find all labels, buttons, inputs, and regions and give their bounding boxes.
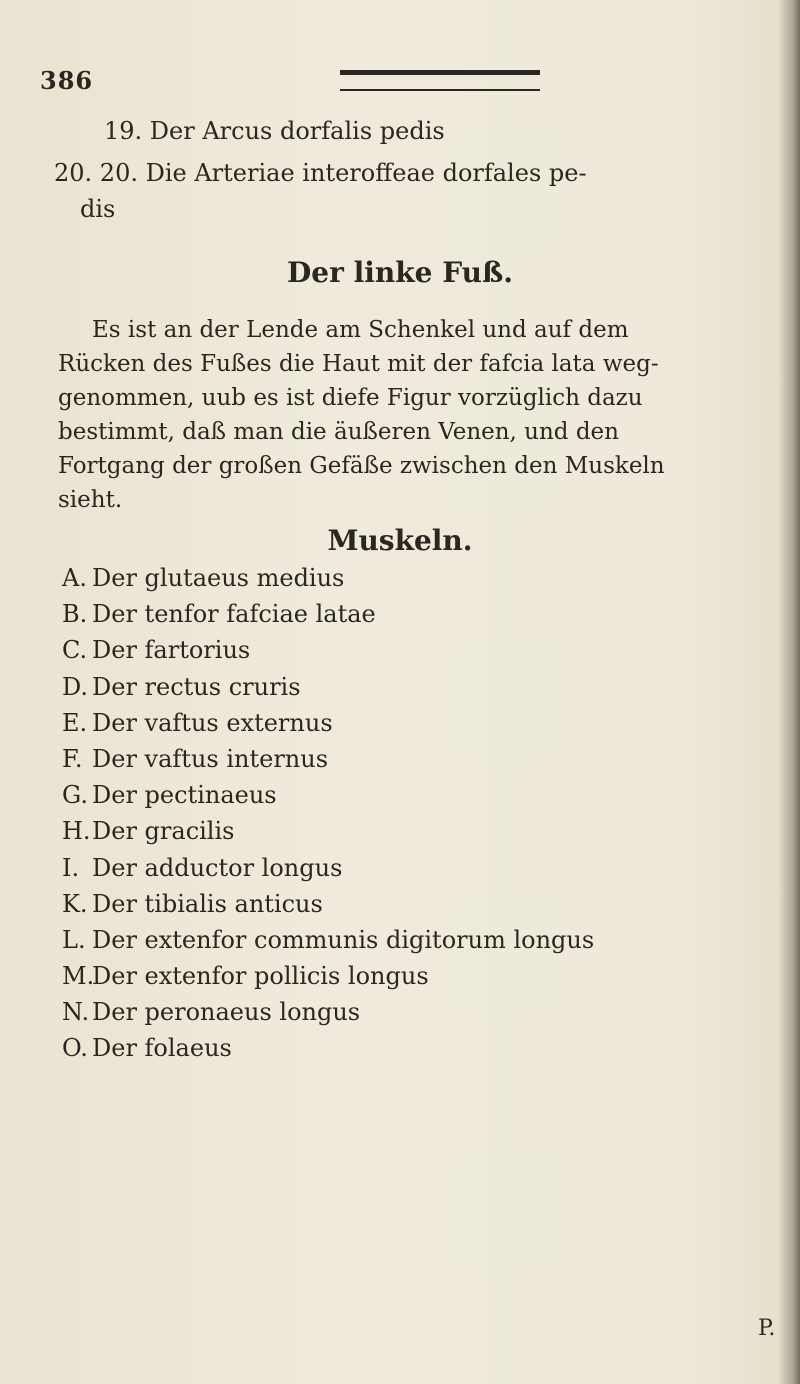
- paragraph-line-6: sieht.: [58, 487, 123, 513]
- item-19: 19. Der Arcus dorfalis pedis: [104, 117, 445, 145]
- list-letter: H.: [62, 817, 91, 846]
- list-text: Der rectus cruris: [92, 672, 301, 701]
- list-letter: C.: [62, 636, 88, 665]
- list-text: Der vaftus externus: [92, 708, 333, 737]
- list-letter: I.: [62, 853, 80, 882]
- list-text: Der tenfor fafciae latae: [92, 600, 376, 629]
- list-item: [62, 564, 594, 600]
- header-rule: [340, 70, 540, 91]
- list-item: [62, 962, 594, 998]
- list-item: [62, 926, 594, 962]
- list-item: [62, 600, 594, 636]
- list-text: Der tibialis anticus: [92, 889, 323, 918]
- page-edge-shadow: [778, 0, 800, 1384]
- list-text: Der gracilis: [92, 817, 235, 846]
- section-title: Der linke Fuß.: [287, 256, 513, 289]
- list-text: Der extenfor communis digitorum longus: [92, 925, 595, 954]
- list-text: Der folaeus: [92, 1034, 232, 1063]
- list-letter: B.: [62, 600, 88, 629]
- page-number: 386: [40, 66, 94, 95]
- list-letter: N.: [62, 998, 90, 1027]
- list-item: [62, 673, 594, 709]
- list-text: Der vaftus internus: [92, 744, 329, 773]
- list-letter: G.: [62, 781, 88, 810]
- list-item: [62, 709, 594, 745]
- catchword: P.: [758, 1316, 776, 1341]
- list-letter: D.: [62, 672, 89, 701]
- list-letter: K.: [62, 889, 88, 918]
- list-letter: M.: [62, 962, 95, 991]
- list-item: [62, 854, 594, 890]
- paragraph-line-2: Rücken des Fußes die Haut mit der fafcia lata weg-: [58, 351, 659, 377]
- list-letter: A.: [62, 564, 87, 592]
- paragraph-line-1: Es ist an der Lende am Schenkel und auf dem: [92, 317, 629, 343]
- list-text: Der pectinaeus: [92, 781, 277, 810]
- list-letter: F.: [62, 744, 83, 773]
- list-text: Der fartorius: [92, 636, 251, 665]
- muscle-list: [62, 564, 594, 1071]
- item-20-line1: 20. 20. Die Arteriae interoffeae dorfales pe-: [54, 159, 587, 187]
- list-letter: L.: [62, 925, 86, 954]
- list-item: [62, 998, 594, 1034]
- item-20-line2: dis: [80, 195, 116, 223]
- list-letter: O.: [62, 1034, 88, 1063]
- list-item: [62, 1034, 594, 1070]
- list-item: [62, 890, 594, 926]
- list-letter: E.: [62, 708, 88, 737]
- list-item: [62, 745, 594, 781]
- list-item: [62, 817, 594, 853]
- list-text: Der extenfor pollicis longus: [92, 962, 429, 991]
- list-text: Der glutaeus medius: [92, 564, 345, 592]
- paragraph-line-3: genommen, uub es ist diefe Figur vorzüglich dazu: [58, 385, 643, 411]
- muscles-heading: Muskeln.: [327, 524, 473, 557]
- paragraph-line-5: Fortgang der großen Gefäße zwischen den Muskeln: [58, 453, 665, 479]
- list-item: [62, 781, 594, 817]
- list-text: Der adductor longus: [92, 853, 343, 882]
- paragraph-line-4: bestimmt, daß man die äußeren Venen, und den: [58, 419, 619, 445]
- list-text: Der peronaeus longus: [92, 998, 361, 1027]
- list-item: [62, 636, 594, 672]
